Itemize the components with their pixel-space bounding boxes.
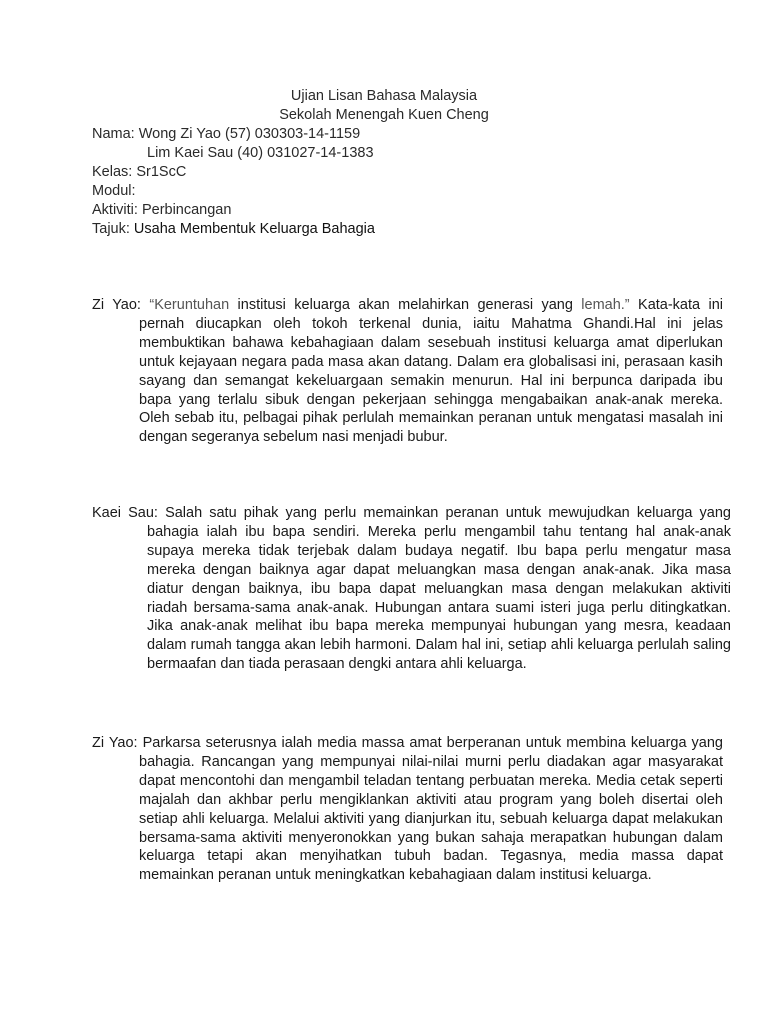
nama-value-1: Wong Zi Yao (57) 030303-14-1159: [138, 126, 361, 142]
dialogue-paragraph-2: [92, 504, 731, 674]
tajuk-value: Usaha Membentuk Keluarga Bahagia: [133, 221, 375, 237]
nama-label: Nama:: [92, 126, 135, 142]
aktiviti-label: Aktiviti:: [92, 202, 138, 218]
nama-row: [92, 126, 360, 142]
paragraph-text: Kata-kata ini pernah diucapkan oleh tokoh terkenal dunia, iaitu Mahatma Ghandi.Hal ini jelas membuktikan bahawa kebahagiaan dalam sesebuah institusi keluarga amat diperlukan untuk kejayaan negara pada masa akan datang. Dalam era globalisasi ini, perasaan kasih sayang dan semangat kekeluargaan semakin menurun. Hal ini berpunca daripada ibu bapa yang terlalu sibuk dengan pekerjaan sehingga mengabaikan anak-anak mereka. Oleh sebab itu, pelbagai pihak perlulah memainkan peranan untuk mengatasi masalah ini dengan segeranya sebelum nasi menjadi bubur.: [139, 297, 723, 446]
speaker-label: Zi Yao:: [92, 735, 138, 751]
kelas-label: Kelas:: [92, 164, 133, 180]
kelas-row: [92, 164, 186, 180]
aktiviti-row: [92, 202, 231, 218]
nama-row-2: [147, 145, 374, 161]
quote-start: “Keruntuhan: [149, 297, 230, 313]
speaker-label: Zi Yao:: [92, 297, 141, 313]
modul-label: Modul:: [92, 183, 136, 199]
paragraph-text: Salah satu pihak yang perlu memainkan peranan untuk mewujudkan keluarga yang bahagia ialah ibu bapa sendiri. Mereka perlu mengambil tahu tentang hal anak-anak supaya mereka tidak terjebak dalam budaya negatif. Ibu bapa perlu mengatur masa mereka dengan baiknya agar dapat meluangkan masa dengan anak-anak. Jika masa diatur dengan baiknya, ibu bapa dapat meluangkan masa dengan melakukan aktiviti riadah bersama-sama anak-anak. Hubungan antara suami isteri juga perlu ditingkatkan. Jika anak-anak melihat ibu bapa mereka mempunyai hubungan yang mesra, keadaan dalam rumah tangga akan lebih harmoni. Dalam hal ini, setiap ahli keluarga perlulah saling bermaafan dan tiada perasaan dengki antara ahli keluarga.: [147, 505, 731, 673]
nama-value-2: Lim Kaei Sau (40) 031027-14-1383: [147, 145, 374, 161]
kelas-value: Sr1ScC: [136, 164, 187, 180]
speaker-label: Kaei Sau:: [92, 505, 158, 521]
tajuk-row: [92, 221, 375, 237]
dialogue-paragraph-3: [92, 734, 723, 885]
aktiviti-value: Perbincangan: [141, 202, 232, 218]
quote-end: lemah.”: [581, 297, 630, 313]
document-title: Ujian Lisan Bahasa Malaysia: [290, 88, 478, 104]
quote-middle: institusi keluarga akan melahirkan generasi yang: [229, 297, 582, 313]
modul-row: [92, 183, 136, 199]
tajuk-label: Tajuk:: [92, 221, 130, 237]
school-name: Sekolah Menengah Kuen Cheng: [279, 107, 489, 123]
dialogue-paragraph-1: [92, 296, 723, 447]
paragraph-text: Parkarsa seterusnya ialah media massa amat berperanan untuk membina keluarga yang bahagia. Rancangan yang mempunyai nilai-nilai murni perlu diadakan agar masyarakat dapat mencontohi dan mengambil teladan tentang perbuatan mereka. Media cetak seperti majalah dan akhbar perlu mengiklankan aktiviti atau program yang boleh disertai oleh setiap ahli keluarga. Melalui aktiviti yang dianjurkan itu, sebuah keluarga dapat melakukan bersama-sama aktiviti menyeronokkan yang bukan sahaja merapatkan hubungan dalam keluarga tetapi akan menyihatkan tubuh badan. Tegasnya, media massa dapat memainkan peranan untuk meningkatkan kebahagiaan dalam institusi keluarga.: [139, 735, 723, 884]
